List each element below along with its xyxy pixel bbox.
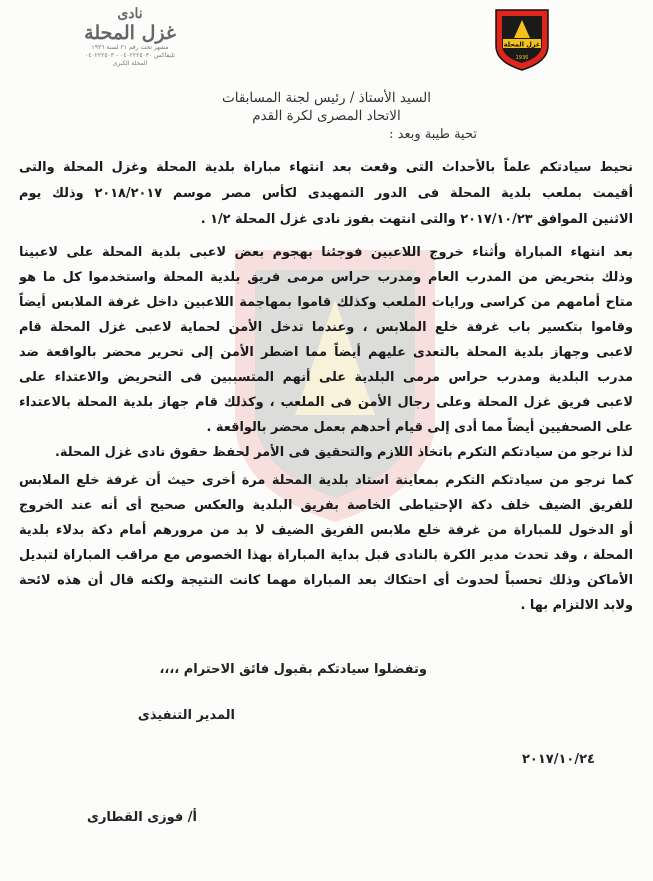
body-line: وذلك بتحريض من المدرب العام ومدرب حراس مرمى فريق بلدية المحلة واستخدموا كل ما هو <box>19 270 633 285</box>
body-line: مدرب البلدية ومدرب حراس مرمى البلدية على أنهم المتسببين فى التحريض والاعتداء على <box>19 370 633 385</box>
body-line: المحلة ، وقد تحدث مدير الكرة بالنادى قبل بداية المباراة بهذا الخصوص مع مراقب المباراة لتبديل <box>19 548 633 563</box>
signature-title: المدير التنفيذى <box>137 708 235 723</box>
club-letterhead <box>82 6 178 68</box>
body-line: على الصحفيين أيضاً مما أدى إلى قيام أحدهم بعمل محضر بالواقعة . <box>206 420 633 435</box>
greeting: تحية طيبة وبعد : <box>389 127 477 142</box>
club-name-line2: غزل المحلة <box>84 22 176 44</box>
body-line: نحيط سيادتكم علماً بالأحداث التى وقعت بعد انتهاء مباراة بلدية المحلة وغزل المحلة والتى <box>19 160 633 175</box>
body-line: لذا نرجو من سيادتكم التكرم باتخاذ اللازم والتحقيق فى الأمر لحفظ حقوق نادى غزل المحلة. <box>54 445 633 460</box>
body-line: أو الدخول للمباراة من غرفة خلع ملابس الفريق الضيف لا بد من مرورهم أمام دكة بدلاء بلدية <box>19 523 633 538</box>
addressee-line2: الاتحاد المصرى لكرة القدم <box>252 108 401 124</box>
letter-date: ٢٠١٧/١٠/٢٤ <box>522 752 595 767</box>
body-line: أقيمت بملعب بلدية المحلة فى الدور التمهيدى لكأس مصر موسم ٢٠١٨/٢٠١٧ وذلك يوم <box>19 186 633 201</box>
logo-text: غزل المحلة <box>503 40 541 49</box>
club-city: المحلة الكبرى <box>112 60 148 67</box>
body-line: للفريق الضيف خلف دكة الإحتياطى الخاصة بفريق البلدية والعكس صحيح أى أنه عند الخروج <box>19 498 633 513</box>
body-line: بعد انتهاء المباراة وأثناء خروج اللاعبين فوجئنا بهجوم بعض لاعبى بلدية المحلة على لاعبينا <box>19 245 633 260</box>
body-line: لاعبى وجهاز بلدية المحلة بالتعدى عليهم أيضاً مما اضطر الأمن إلى تحرير محضر بالواقعة ضد <box>19 345 633 360</box>
body-line: وقاموا بتكسير باب غرفة خلع الملابس ، وعندما تدخل الأمن لحماية لاعبى غزل المحلة قام <box>19 320 633 335</box>
body-line: كما نرجو من سيادتكم التكرم بمعاينة استاد بلدية المحلة مرة أخرى حيث أن غرفة خلع الملابس <box>19 473 633 488</box>
club-registration: مشهر تحت رقم ٢١ لسنة ١٩٣٦ <box>91 44 169 51</box>
club-name-line1: نادى <box>117 6 143 22</box>
body-line: الاثنين الموافق ٢٠١٧/١٠/٢٣ والتى انتهت بفوز نادى غزل المحلة ١/٢ . <box>200 212 633 227</box>
body-line: ولابد الالتزام بها . <box>520 598 633 613</box>
addressee-line1: السيد الأستاذ / رئيس لجنة المسابقات <box>222 90 431 106</box>
closing-line: وتفضلوا سيادتكم بقبول فائق الاحترام ،،،، <box>159 662 427 677</box>
club-phone: تليفاكس ٠٤٠٢٢٢٥٠٣٠ - ٠٤٠٢٢٢٥٠٣ <box>85 52 175 59</box>
club-logo <box>494 8 550 72</box>
body-line: لاعبى فريق غزل المحلة وعلى رجال الأمن فى الملعب ، وكذلك قام جهاز بلدية المحلة بالاعتداء <box>19 395 633 410</box>
signature-name: أ/ فوزى القطارى <box>87 810 197 825</box>
body-line: الأماكن وذلك تحسباً لحدوث أى احتكاك بعد المباراة مهما كانت النتيجة ولكنه قال أن هذه لائحة <box>19 573 633 588</box>
body-line: متاح أمامهم من كراسى ورايات الملعب وكذلك قاموا بمهاجمة اللاعبين داخل غرفة الملابس أيضاً <box>19 295 633 310</box>
logo-year: 1936 <box>515 55 529 61</box>
